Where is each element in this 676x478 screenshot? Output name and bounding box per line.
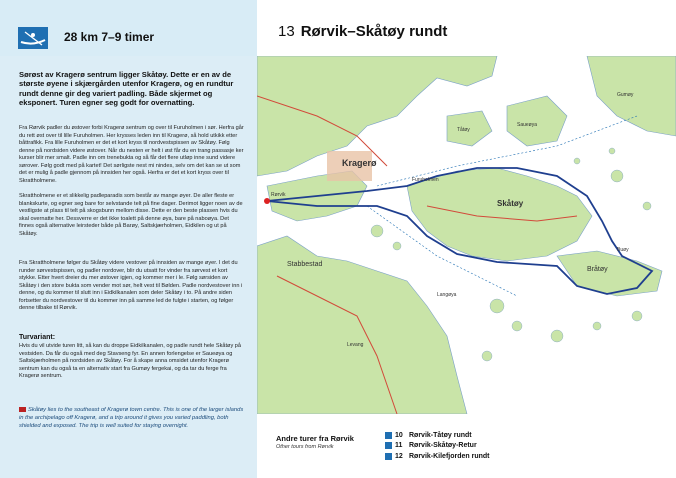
variant-heading: Turvariant: xyxy=(19,334,56,341)
distance-time: 28 km 7–9 timer xyxy=(64,30,155,44)
route-map[interactable] xyxy=(257,56,676,414)
svg-text:Saueøya: Saueøya xyxy=(517,122,538,128)
trip-item[interactable] xyxy=(385,430,490,441)
trip-list xyxy=(385,430,490,462)
uk-flag-icon xyxy=(19,407,26,412)
trip-item[interactable] xyxy=(385,441,490,452)
page-title xyxy=(278,23,447,40)
svg-text:Furuholmen: Furuholmen xyxy=(412,177,439,183)
paragraph-1: Fra Rørvik padler du østover forbi Kragerø sentrum og over til Furuholmen i sør. Herfra går du rett øst over til lille Furuholmen. Her krysses leden inn til Kragerø, så hold utkikk etter båttrafikk. Fra lille Furuholmen er det et kort kryss til nordvestspissen av Skåtøy. Følg denne på nordsiden videre østover. Når du nesten er helt i øst får du en trang passasje ker kurser blir mer smalt. Padle inn om trenebukta og så får det flere utløp inne sund videre sørover. Følg godt med på kartet! Det sørligste nest mi nindes, selv om det kan se ut som det er mulig å padle gjennom på innsiden her også. Herfra er det et kort kryss over til Skrattholmene. xyxy=(19,125,244,184)
paragraph-2: Skrattholmene er et slikkelig padleparadis som består av mange øyer. De aller fleste er blankskurte, og egner seg bare for selvstande telt på fine dager. Derimot ligger noen av de vestligste at plass til telt på skogsbunn mellom disse. Dette er den beste plassen hvis du skal overnatte her. Dessverre er det ikke toalett på denne øya, bare på naboøya. Det finnes også alternative leirsteder både på Barøy, Saltskjærholmen, Eidkilen og ut på Skåtøy. xyxy=(19,193,243,237)
english-summary xyxy=(19,406,247,430)
svg-text:Bråtøy: Bråtøy xyxy=(587,266,608,273)
kayak-icon xyxy=(385,432,392,439)
paragraph-3: Fra Skrattholmene følger du Skåtøy videre vestover på innsiden av mange øyer. I det du runder sørvestspissen, og padler nordover, blir du utsatt for vinder fra sørvest et kort stykke. Etter hvert dreier du mer østover igjen, og kommer mer i le. Følg sørsiden av Skåtøy i den store bukta som vender mot sør, helt vest til Bølden. Padle nordvestover inn i denne, og du kommer til slutt inn i Eidkilkanalen som deler Skåtøy i to. På andre siden fortsetter du nordvestover til du kommer inn på samme led de fulgte i starten, og følger denne tilbake til Rørvik. xyxy=(19,260,243,311)
svg-text:Levang: Levang xyxy=(347,342,364,348)
kayak-icon xyxy=(385,442,392,449)
trip-number: 11 xyxy=(395,442,403,450)
svg-text:Buøy: Buøy xyxy=(617,247,629,253)
trip-number: 10 xyxy=(395,431,403,439)
tour-number: 13 xyxy=(278,23,295,40)
svg-text:Tåtøy: Tåtøy xyxy=(457,127,470,133)
tour-title: Rørvik–Skåtøy rundt xyxy=(300,23,448,40)
svg-text:Langøya: Langøya xyxy=(437,292,457,298)
svg-text:Kragerø: Kragerø xyxy=(342,158,377,168)
svg-text:Skåtøy: Skåtøy xyxy=(497,199,524,208)
trip-number: 12 xyxy=(395,452,403,460)
left-header xyxy=(0,0,257,56)
paragraph-4: Hvis du vil utvide turen litt, så kan du droppe Eidkilkanalen, og padle rundt hele Skåtøy på vestsiden. Da får du også med deg Stavseng fyr. En annen forlengelse er Saueøya og Saltskjærholmen på nordsiden av Skåtøy. For å skape anna omsidet utenfor Kragerø sentrum kan du også ta en alternativ start fra Gumøy fergekai, og da tar du ferge fra Kragerø sentrum. xyxy=(19,343,242,379)
kayak-icon xyxy=(385,453,392,460)
kayak-icon xyxy=(18,27,48,49)
other-trips-label: Andre turer fra Rørvik xyxy=(276,434,354,443)
trip-item[interactable] xyxy=(385,451,490,462)
intro-text: Sørøst av Kragerø sentrum ligger Skåtøy. Dette er en av de største øyene i skjærgården utenfor Kragerø, og en rundtur rundt denne gir deg variert padling. Både skjermet og eksponert. Turen egner seg godt for overnatting. xyxy=(19,70,234,108)
trip-label: Rørvik-Skåtøy-Retur xyxy=(409,442,477,450)
trip-label: Rørvik-Tåtøy rundt xyxy=(409,431,472,439)
trip-label: Rørvik-Kilefjorden rundt xyxy=(409,452,490,460)
english-text: Skåtøy lies to the southeast of Kragerø town centre. This is one of the larger islands in the archipelago off Kragerø, and a trip around it gives you varied paddling, both shielded and exposed. The trip is well suited for staying overnight. xyxy=(19,407,244,429)
other-trips-en: Other tours from Rørvik xyxy=(276,444,334,450)
svg-text:Stabbestad: Stabbestad xyxy=(287,261,323,268)
svg-text:Gumøy: Gumøy xyxy=(617,92,634,98)
svg-text:Rørvik: Rørvik xyxy=(271,192,286,198)
